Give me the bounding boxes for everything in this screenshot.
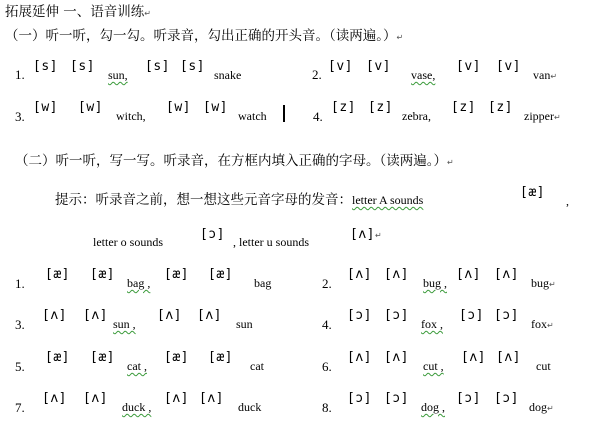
word-label: zipper↵	[524, 109, 561, 123]
ipa-box[interactable]: [ʌ]	[42, 308, 67, 323]
question-number: 7.	[15, 400, 25, 415]
ipa-box[interactable]: [ʌ]	[347, 267, 372, 282]
ipa-option[interactable]: [w]	[166, 100, 191, 115]
ipa-box[interactable]: [ʌ]	[461, 350, 486, 365]
ipa-box[interactable]: [æ]	[208, 350, 233, 365]
ipa-box[interactable]: [ɔ]	[494, 391, 519, 406]
ipa-box[interactable]: [ʌ]	[456, 267, 481, 282]
word-label: cat	[250, 359, 264, 373]
word-label: bag ,	[127, 276, 151, 290]
word-label: bug ,	[423, 276, 447, 290]
ipa-box[interactable]: [ʌ]	[83, 308, 108, 323]
question-number: 4.	[313, 109, 323, 124]
question-number: 2.	[312, 67, 322, 82]
section-two-heading	[15, 155, 454, 169]
word-label: zebra,	[402, 109, 431, 123]
hint-prefix: 提示：听录音之前，想一想这些元音字母的发音：	[55, 192, 352, 208]
ipa-option[interactable]: [w]	[78, 100, 103, 115]
question-number: 1.	[15, 276, 25, 291]
word-label: duck	[238, 400, 262, 414]
question-number: 3.	[15, 109, 25, 124]
ipa-option[interactable]: [v]	[456, 59, 481, 74]
ipa-option[interactable]: [s]	[33, 59, 58, 74]
ipa-box[interactable]: [ʌ]	[384, 267, 409, 282]
hint-ipa-u: [ʌ]↵	[350, 227, 383, 242]
ipa-option[interactable]: [z]	[368, 100, 393, 115]
ipa-box[interactable]: [ʌ]	[197, 308, 222, 323]
ipa-box[interactable]: [ɔ]	[347, 308, 372, 323]
paragraph-mark: ↵	[144, 9, 151, 18]
ipa-box[interactable]: [ɔ]	[494, 308, 519, 323]
ipa-box[interactable]: [ɔ]	[456, 391, 481, 406]
section-two-text: （二）听一听，写一写。听录音，在方框内填入正确的字母。（读两遍。）	[15, 153, 447, 169]
ipa-option[interactable]: [w]	[203, 100, 228, 115]
paragraph-mark: ↵	[447, 158, 454, 167]
ipa-box[interactable]: [æ]	[164, 350, 189, 365]
text-cursor	[283, 105, 285, 122]
ipa-box[interactable]: [æ]	[164, 267, 189, 282]
ipa-box[interactable]: [ʌ]	[157, 308, 182, 323]
word-label: bag	[254, 276, 272, 290]
ipa-box[interactable]: [ʌ]	[496, 350, 521, 365]
word-label: fox↵	[531, 317, 554, 331]
question-number: 4.	[322, 317, 332, 332]
word-label: dog ,	[421, 400, 445, 414]
page-title	[5, 6, 151, 20]
ipa-box[interactable]: [æ]	[90, 350, 115, 365]
word-label: sun ,	[113, 317, 136, 331]
word-label: van↵	[533, 68, 558, 82]
hint-comma: ,	[566, 194, 569, 208]
question-number: 3.	[15, 317, 25, 332]
word-label: dog↵	[529, 400, 554, 414]
ipa-box[interactable]: [ʌ]	[347, 350, 372, 365]
ipa-option[interactable]: [v]	[366, 59, 391, 74]
ipa-option[interactable]: [z]	[451, 100, 476, 115]
ipa-box[interactable]: [æ]	[45, 267, 70, 282]
ipa-option[interactable]: [s]	[180, 59, 205, 74]
word-label: bug↵	[531, 276, 556, 290]
ipa-box[interactable]: [ʌ]	[199, 391, 224, 406]
ipa-option[interactable]: [w]	[33, 100, 58, 115]
hint-ipa-a: [æ]	[520, 185, 545, 200]
section-one-heading	[5, 30, 403, 44]
hint-line	[55, 191, 423, 208]
title-text: 拓展延伸 一、语音训练	[5, 4, 145, 20]
word-label: watch	[238, 109, 267, 123]
ipa-box[interactable]: [æ]	[90, 267, 115, 282]
ipa-box[interactable]: [ɔ]	[459, 308, 484, 323]
question-number: 8.	[322, 400, 332, 415]
ipa-box[interactable]: [æ]	[208, 267, 233, 282]
ipa-box[interactable]: [ʌ]	[42, 391, 67, 406]
hint-letter-a: letter A sounds	[352, 193, 424, 207]
word-label: witch,	[116, 109, 146, 123]
ipa-option[interactable]: [z]	[331, 100, 356, 115]
ipa-box[interactable]: [ʌ]	[164, 391, 189, 406]
word-label: fox ,	[421, 317, 443, 331]
word-label: sun,	[108, 68, 128, 82]
ipa-box[interactable]: [æ]	[45, 350, 70, 365]
ipa-box[interactable]: [ɔ]	[347, 391, 372, 406]
word-label: sun	[236, 317, 253, 331]
ipa-option[interactable]: [v]	[496, 59, 521, 74]
question-number: 5.	[15, 359, 25, 374]
paragraph-mark: ↵	[396, 33, 404, 42]
word-label: cut	[536, 359, 551, 373]
section-one-text: （一）听一听，勾一勾。听录音，勾出正确的开头音。（读两遍。）	[5, 28, 397, 44]
ipa-option[interactable]: [z]	[488, 100, 513, 115]
word-label: cut ,	[423, 359, 444, 373]
ipa-option[interactable]: [s]	[145, 59, 170, 74]
ipa-box[interactable]: [ʌ]	[83, 391, 108, 406]
question-number: 6.	[322, 359, 332, 374]
word-label: cat ,	[127, 359, 147, 373]
hint-letter-o: letter o sounds	[93, 235, 163, 249]
ipa-box[interactable]: [ʌ]	[494, 267, 519, 282]
word-label: duck ,	[122, 400, 152, 414]
word-label: snake	[214, 68, 242, 82]
question-number: 1.	[15, 67, 25, 82]
hint-letter-u: , letter u sounds	[233, 235, 309, 249]
ipa-box[interactable]: [ʌ]	[384, 350, 409, 365]
word-label: vase,	[411, 68, 436, 82]
question-number: 2.	[322, 276, 332, 291]
ipa-box[interactable]: [ɔ]	[384, 391, 409, 406]
ipa-option[interactable]: [s]	[70, 59, 95, 74]
hint-ipa-o: [ɔ]	[200, 227, 225, 242]
ipa-option[interactable]: [v]	[328, 59, 353, 74]
ipa-box[interactable]: [ɔ]	[384, 308, 409, 323]
